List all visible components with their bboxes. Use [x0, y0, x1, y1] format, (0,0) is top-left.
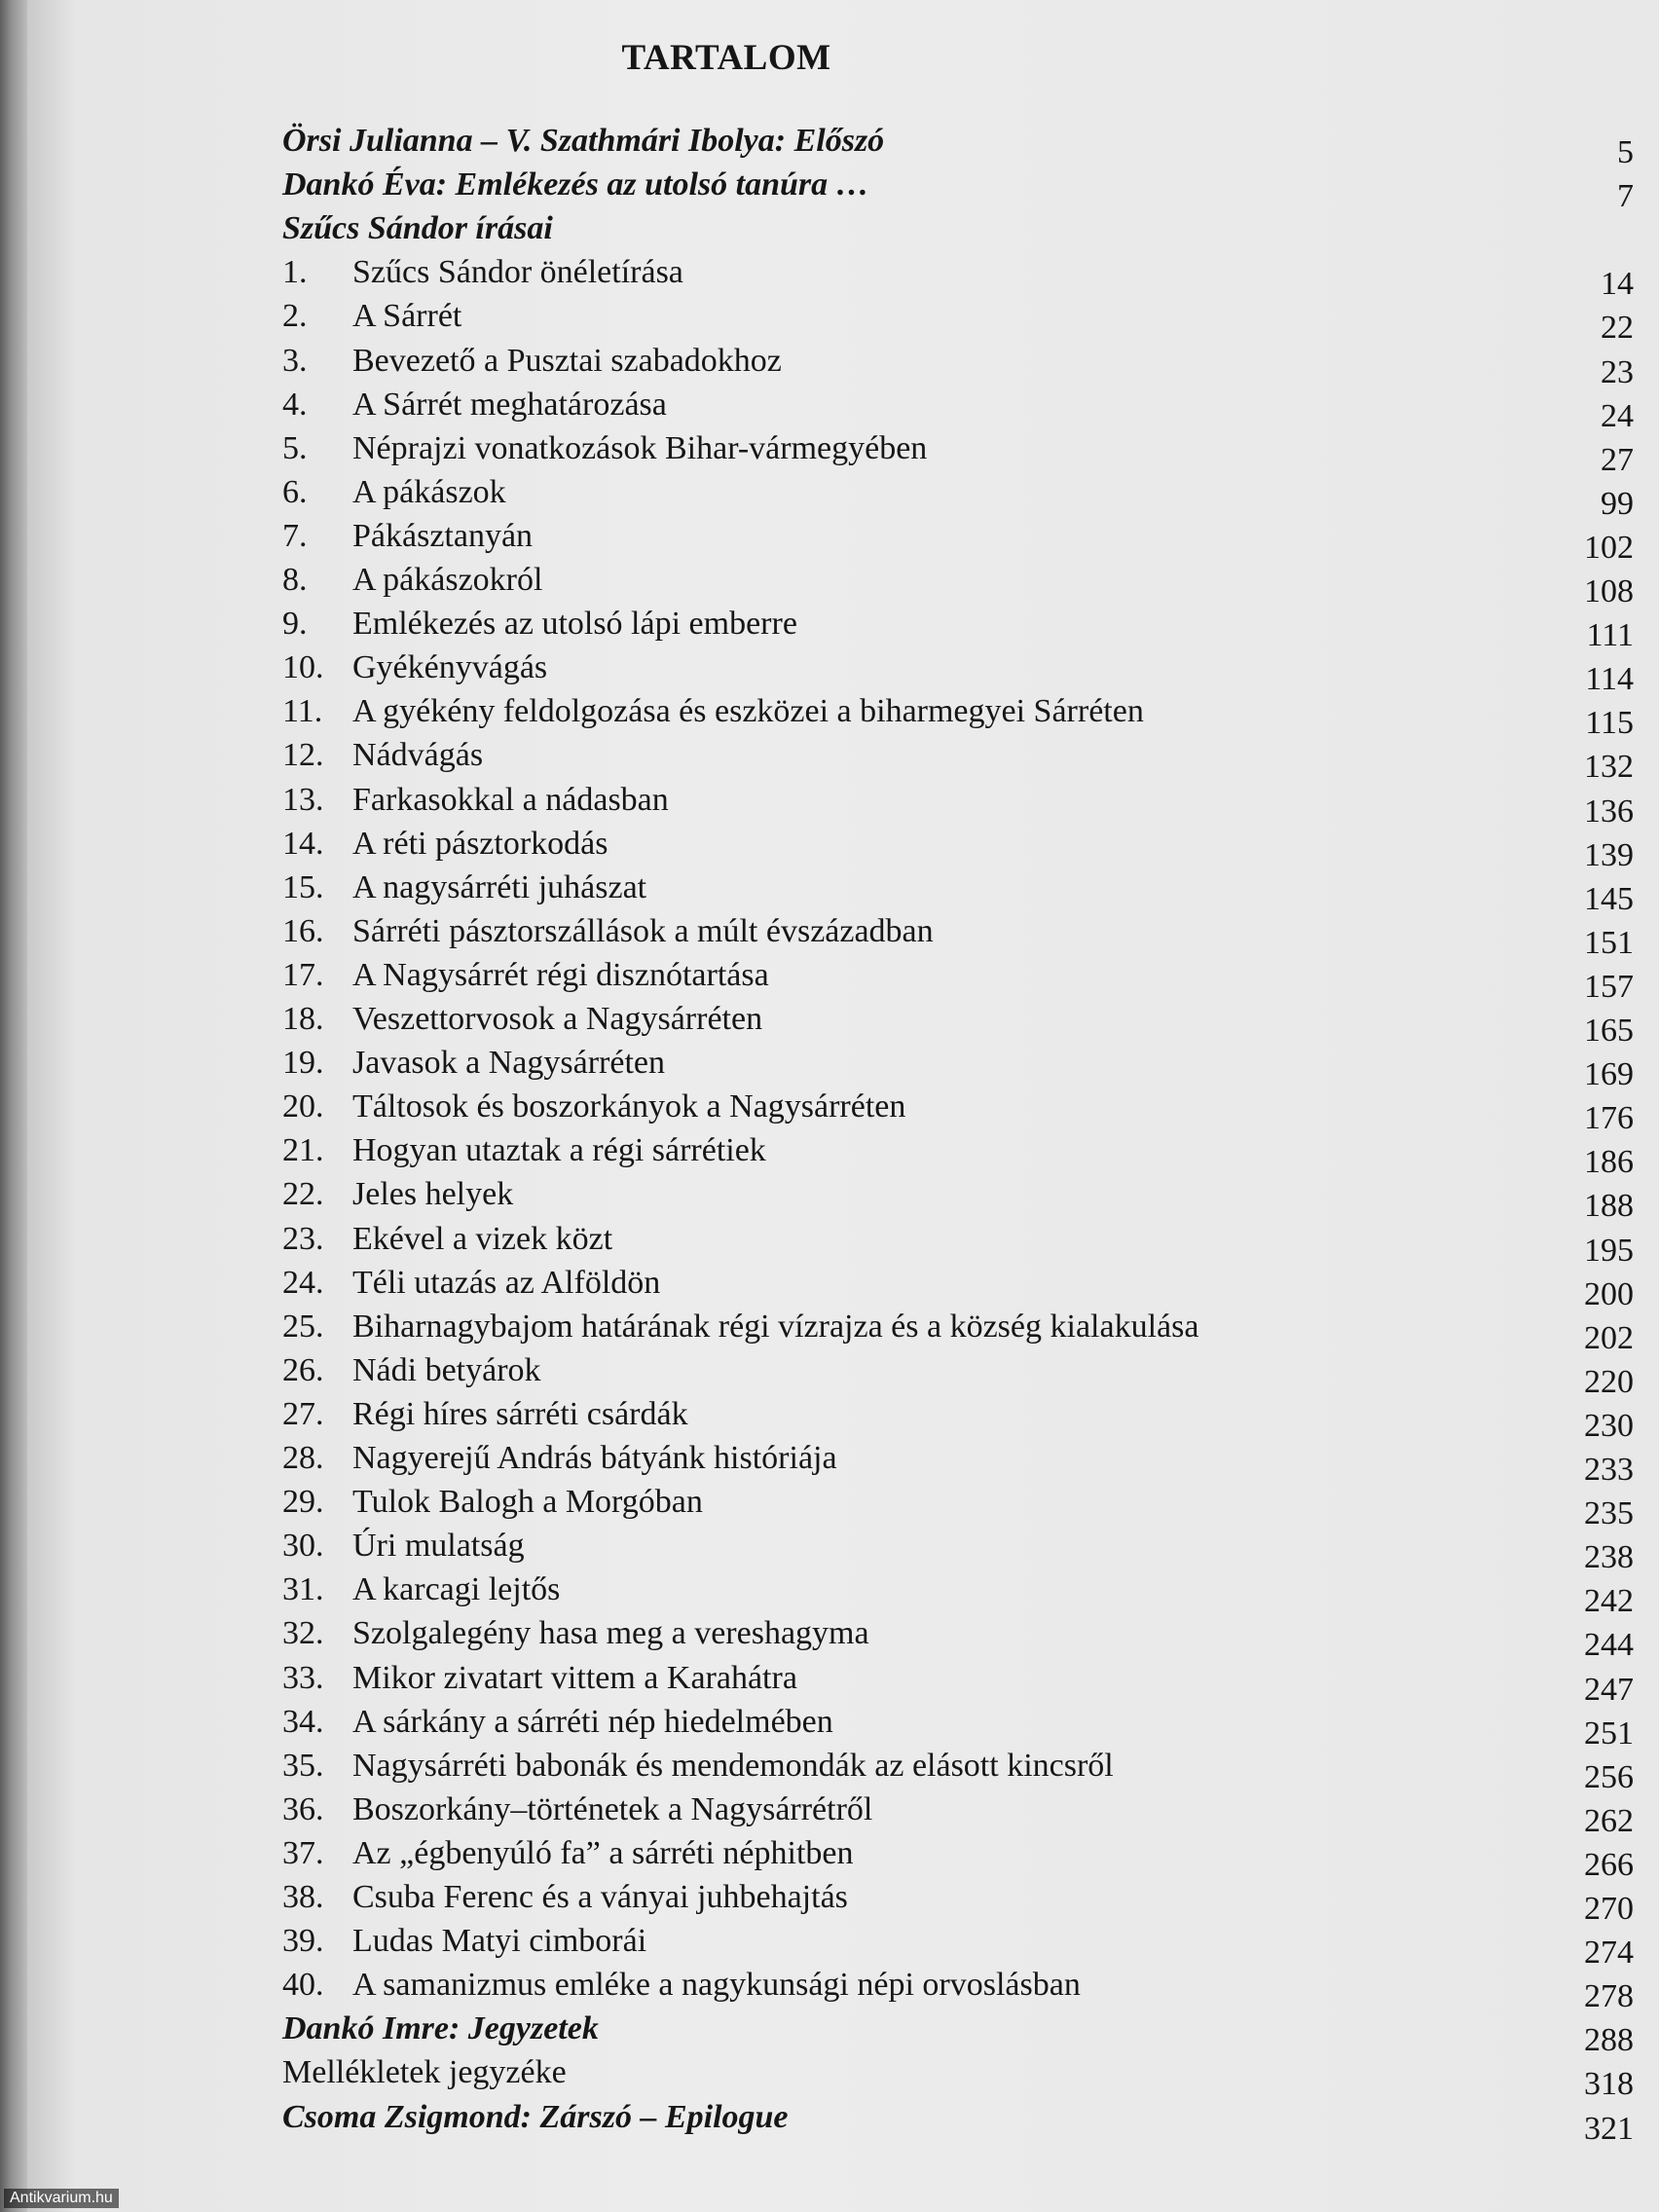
- toc-entry-title: Dankó Éva: Emlékezés az utolsó tanúra …: [282, 166, 869, 203]
- toc-entry-title: Dankó Imre: Jegyzetek: [282, 2010, 599, 2047]
- toc-entry-number: 11.: [282, 693, 323, 730]
- toc-entry-title: Mellékletek jegyzéke: [282, 2054, 567, 2091]
- toc-entry-title: A Nagysárrét régi disznótartása: [352, 956, 769, 993]
- toc-entry-number: 23.: [282, 1220, 324, 1257]
- toc-entry-number: 24.: [282, 1264, 324, 1301]
- toc-entry-number: 33.: [282, 1659, 324, 1696]
- toc-entry-title: A nagysárréti juhászat: [352, 868, 647, 905]
- toc-entry-number: 28.: [282, 1440, 324, 1476]
- toc-entry-number: 37.: [282, 1834, 324, 1871]
- page-title: TARTALOM: [621, 38, 831, 78]
- site-watermark: Antikvarium.hu: [4, 2189, 119, 2208]
- toc-entry-title: A Sárrét meghatározása: [352, 386, 667, 423]
- toc-entry-number: 20.: [282, 1088, 324, 1125]
- toc-entry-number: 9.: [282, 606, 308, 643]
- toc-entry-number: 14.: [282, 825, 324, 862]
- toc-entry-title: Bevezető a Pusztai szabadokhoz: [352, 342, 782, 379]
- toc-entry-page: 274: [1584, 1935, 1634, 1972]
- toc-entry-title: Nagyerejű András bátyánk históriája: [352, 1440, 837, 1476]
- toc-entry-number: 40.: [282, 1967, 324, 2004]
- toc-entry-title: Sárréti pásztorszállások a múlt évszázadban: [352, 912, 934, 949]
- toc-entry-title: Mikor zivatart vittem a Karahátra: [352, 1659, 797, 1696]
- toc-entry-number: 10.: [282, 649, 324, 686]
- toc-entry-page: 145: [1584, 880, 1634, 917]
- toc-entry-number: 12.: [282, 737, 324, 774]
- toc-entry-page: 321: [1584, 2110, 1634, 2147]
- toc-entry-page: 5: [1617, 134, 1634, 170]
- toc-entry-title: Farkasokkal a nádasban: [352, 781, 669, 818]
- toc-entry-title: A pákászokról: [352, 562, 543, 598]
- toc-entry-page: 102: [1584, 529, 1634, 566]
- toc-entry-title: Ludas Matyi cimborái: [352, 1923, 647, 1960]
- toc-entry-number: 30.: [282, 1528, 324, 1565]
- toc-entry-page: 270: [1584, 1891, 1634, 1927]
- toc-entry-page: 23: [1601, 353, 1634, 390]
- toc-entry-page: 27: [1601, 441, 1634, 478]
- toc-entry-title: Veszettorvosok a Nagysárréten: [352, 1001, 763, 1037]
- toc-entry-title: Emlékezés az utolsó lápi emberre: [352, 606, 797, 643]
- toc-entry-page: 165: [1584, 1013, 1634, 1049]
- toc-entry-page: 14: [1601, 266, 1634, 303]
- toc-entry-page: 238: [1584, 1539, 1634, 1576]
- toc-entry-title: Szűcs Sándor írásai: [282, 210, 553, 247]
- toc-entry-title: Jeles helyek: [352, 1176, 514, 1213]
- toc-entry-number: 36.: [282, 1790, 324, 1827]
- toc-entry-number: 17.: [282, 956, 324, 993]
- toc-entry-title: Néprajzi vonatkozások Bihar-vármegyében: [352, 429, 928, 466]
- toc-entry-number: 8.: [282, 562, 308, 598]
- toc-entry-title: Téli utazás az Alföldön: [352, 1264, 661, 1301]
- toc-entry-page: 288: [1584, 2022, 1634, 2059]
- toc-entry-page: 151: [1584, 924, 1634, 961]
- toc-entry-number: 7.: [282, 517, 308, 554]
- toc-entry-page: 114: [1585, 661, 1634, 698]
- toc-entry-number: 2.: [282, 298, 308, 335]
- toc-entry-number: 18.: [282, 1001, 324, 1037]
- toc-entry-page: 262: [1584, 1802, 1634, 1839]
- toc-entry-page: 169: [1584, 1056, 1634, 1093]
- toc-entry-number: 3.: [282, 342, 308, 379]
- toc-entry-number: 26.: [282, 1351, 324, 1388]
- toc-entry-page: 256: [1584, 1758, 1634, 1795]
- toc-entry-page: 115: [1585, 705, 1634, 742]
- toc-entry-title: Csoma Zsigmond: Zárszó – Epilogue: [282, 2098, 789, 2135]
- toc-entry-page: 220: [1584, 1363, 1634, 1400]
- toc-entry-page: 251: [1584, 1714, 1634, 1751]
- toc-entry-number: 25.: [282, 1308, 324, 1345]
- toc-entry-title: Nádi betyárok: [352, 1351, 541, 1388]
- toc-entry-title: Gyékényvágás: [352, 649, 548, 686]
- toc-entry-title: Régi híres sárréti csárdák: [352, 1395, 688, 1432]
- toc-entry-page: 139: [1584, 836, 1634, 873]
- toc-entry-page: 235: [1584, 1495, 1634, 1532]
- toc-entry-title: Biharnagybajom határának régi vízrajza és a község kialakulása: [352, 1308, 1199, 1345]
- toc-entry-number: 34.: [282, 1703, 324, 1740]
- toc-entry-page: 99: [1601, 485, 1634, 522]
- toc-entry-title: A gyékény feldolgozása és eszközei a biharmegyei Sárréten: [352, 693, 1144, 730]
- toc-entry-title: Örsi Julianna – V. Szathmári Ibolya: Előszó: [282, 123, 885, 159]
- toc-entry-number: 38.: [282, 1879, 324, 1915]
- toc-entry-title: A pákászok: [352, 473, 506, 510]
- toc-entry-page: 22: [1601, 310, 1634, 347]
- toc-entry-page: 247: [1584, 1671, 1634, 1708]
- toc-entry-title: A sárkány a sárréti nép hiedelmében: [352, 1703, 833, 1740]
- toc-entry-title: Úri mulatság: [352, 1528, 525, 1565]
- toc-entry-page: 202: [1584, 1319, 1634, 1356]
- toc-entry-title: Nádvágás: [352, 737, 484, 774]
- toc-entry-number: 15.: [282, 868, 324, 905]
- toc-entry-page: 24: [1601, 397, 1634, 434]
- toc-entry-number: 27.: [282, 1395, 324, 1432]
- toc-entry-title: A karcagi lejtős: [352, 1571, 561, 1608]
- toc-entry-title: Hogyan utaztak a régi sárrétiek: [352, 1132, 766, 1169]
- toc-entry-page: 200: [1584, 1275, 1634, 1312]
- toc-entry-number: 13.: [282, 781, 324, 818]
- book-edge: [0, 0, 27, 2212]
- toc-entry-number: 1.: [282, 254, 308, 291]
- toc-entry-page: 195: [1584, 1232, 1634, 1269]
- toc-entry-page: 266: [1584, 1846, 1634, 1883]
- toc-entry-number: 35.: [282, 1747, 324, 1784]
- toc-entry-page: 230: [1584, 1407, 1634, 1444]
- toc-entry-title: Szűcs Sándor önéletírása: [352, 254, 683, 291]
- toc-entry-number: 21.: [282, 1132, 324, 1169]
- toc-entry-title: Ekével a vizek közt: [352, 1220, 613, 1257]
- toc-entry-number: 22.: [282, 1176, 324, 1213]
- toc-entry-page: 157: [1584, 968, 1634, 1005]
- toc-entry-number: 4.: [282, 386, 308, 423]
- toc-entry-number: 5.: [282, 429, 308, 466]
- toc-entry-page: 7: [1617, 178, 1634, 215]
- toc-entry-title: Táltosok és boszorkányok a Nagysárréten: [352, 1088, 906, 1125]
- toc-entry-number: 31.: [282, 1571, 324, 1608]
- toc-entry-title: Javasok a Nagysárréten: [352, 1045, 665, 1082]
- toc-entry-page: 136: [1584, 793, 1634, 830]
- toc-entry-title: Nagysárréti babonák és mendemondák az elásott kincsről: [352, 1747, 1114, 1784]
- toc-entry-title: Tulok Balogh a Morgóban: [352, 1484, 703, 1521]
- toc-entry-number: 29.: [282, 1484, 324, 1521]
- toc-entry-title: A Sárrét: [352, 298, 462, 335]
- toc-entry-page: 244: [1584, 1627, 1634, 1664]
- toc-entry-page: 132: [1584, 749, 1634, 786]
- toc-entry-page: 111: [1586, 617, 1634, 654]
- toc-entry-title: Csuba Ferenc és a ványai juhbehajtás: [352, 1879, 848, 1915]
- toc-entry-page: 176: [1584, 1100, 1634, 1137]
- toc-entry-title: A samanizmus emléke a nagykunsági népi orvoslásban: [352, 1967, 1081, 2004]
- toc-entry-number: 39.: [282, 1923, 324, 1960]
- toc-entry-page: 233: [1584, 1452, 1634, 1488]
- toc-entry-number: 6.: [282, 473, 308, 510]
- toc-entry-title: Pákásztanyán: [352, 517, 534, 554]
- toc-entry-page: 278: [1584, 1978, 1634, 2015]
- toc-entry-page: 186: [1584, 1144, 1634, 1181]
- toc-entry-number: 19.: [282, 1045, 324, 1082]
- toc-entry-title: Boszorkány–történetek a Nagysárrétről: [352, 1790, 873, 1827]
- toc-entry-title: A réti pásztorkodás: [352, 825, 608, 862]
- toc-entry-page: 242: [1584, 1583, 1634, 1620]
- toc-entry-page: 318: [1584, 2066, 1634, 2103]
- toc-entry-title: Az „égbenyúló fa” a sárréti néphitben: [352, 1834, 854, 1871]
- book-page: [27, 0, 1659, 2212]
- toc-entry-page: 188: [1584, 1188, 1634, 1225]
- toc-entry-page: 108: [1584, 573, 1634, 609]
- toc-entry-number: 32.: [282, 1615, 324, 1652]
- toc-entry-title: Szolgalegény hasa meg a vereshagyma: [352, 1615, 869, 1652]
- toc-entry-number: 16.: [282, 912, 324, 949]
